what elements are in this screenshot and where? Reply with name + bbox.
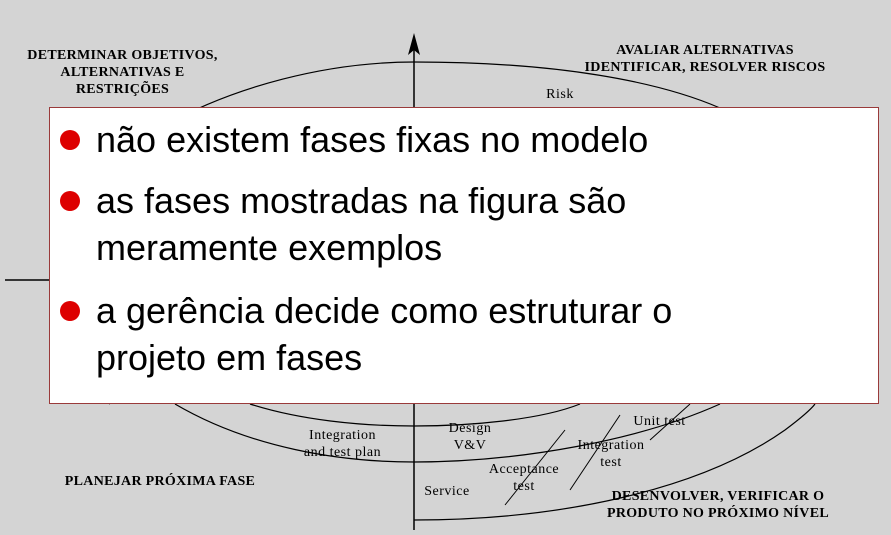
bullet-text: [96, 177, 626, 271]
label-design-vv: [435, 420, 505, 454]
quadrant-bottom-right: [588, 488, 848, 522]
quadrant-line: DESENVOLVER, VERIFICAR O: [611, 489, 825, 504]
label-line: test: [513, 479, 535, 494]
label-line: and test plan: [303, 445, 382, 460]
bullet-line: meramente exemplos: [96, 227, 443, 268]
label-integration-test: [566, 437, 656, 471]
quadrant-top-left: [10, 47, 235, 98]
bullet-line: as fases mostradas na figura são: [96, 180, 627, 221]
label-unit-test: Unit test: [633, 414, 686, 429]
quadrant-bottom-left: [50, 473, 270, 490]
quadrant-line: AVALIAR ALTERNATIVAS: [616, 43, 794, 58]
bullet-text: [96, 116, 648, 163]
bullet-dot-icon: [60, 191, 80, 211]
quadrant-line: ALTERNATIVAS E: [60, 65, 185, 80]
quadrant-line: DETERMINAR OBJETIVOS,: [27, 48, 218, 63]
label-acceptance-test: [478, 461, 570, 495]
bullet-item: [60, 287, 672, 381]
bullet-text: [96, 287, 672, 381]
quadrant-line: RESTRIÇÕES: [75, 82, 170, 97]
label-line: Integration: [577, 438, 645, 453]
label-line: Acceptance: [488, 462, 560, 477]
text-overlay-box: [49, 107, 879, 404]
bullet-dot-icon: [60, 130, 80, 150]
quadrant-line: PRODUTO NO PRÓXIMO NÍVEL: [606, 506, 829, 521]
label-risk: Risk: [546, 87, 574, 102]
bullet-dot-icon: [60, 301, 80, 321]
bullet-line: não existem fases fixas no modelo: [96, 119, 649, 160]
bullet-item: [60, 177, 626, 271]
label-line: Design: [448, 421, 492, 436]
label-line: Integration: [309, 428, 376, 443]
spiral-inner-arc: [250, 404, 580, 426]
quadrant-line: IDENTIFICAR, RESOLVER RISCOS: [584, 60, 826, 75]
quadrant-line: PLANEJAR PRÓXIMA FASE: [64, 474, 256, 489]
label-line: V&V: [453, 438, 487, 453]
bullet-line: projeto em fases: [96, 337, 363, 378]
label-line: test: [600, 455, 622, 470]
label-integration-test-plan: [290, 427, 395, 461]
bullet-item: [60, 116, 648, 163]
label-service: Service: [424, 484, 470, 499]
bullet-line: a gerência decide como estruturar o: [96, 290, 673, 331]
quadrant-top-right: [560, 42, 850, 76]
